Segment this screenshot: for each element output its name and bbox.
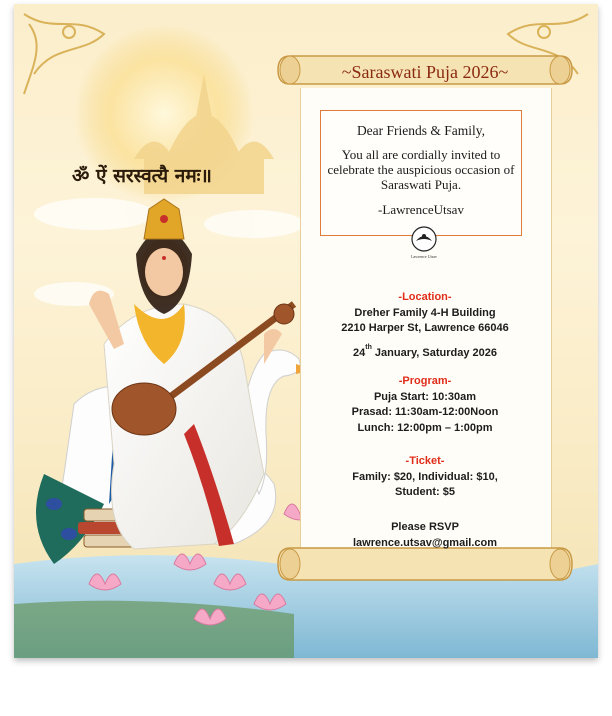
event-title: ~Saraswati Puja 2026~ <box>341 62 509 82</box>
program-line: Puja Start: 10:30am <box>373 390 477 403</box>
location-section <box>300 290 550 361</box>
rsvp-email[interactable]: lawrence.utsav@gmail.com <box>352 536 497 549</box>
program-heading: -Program- <box>398 375 452 387</box>
ticket-heading: -Ticket- <box>405 455 445 467</box>
ticket-prices-student: Student: $5 <box>395 486 455 498</box>
ticket-section <box>300 454 550 501</box>
mantra-text: ॐ ऐं सरस्वत्यै नमः॥ <box>72 165 212 187</box>
venue-address: 2210 Harper St, Lawrence 66046 <box>341 322 509 334</box>
program-line: Prasad: 11:30am-12:00Noon <box>351 406 499 418</box>
venue-name: Dreher Family 4-H Building <box>354 306 496 319</box>
rsvp-section <box>300 520 550 551</box>
invitation-message: You all are cordially invited to celebrate the auspicious occasion of Saraswati Puja. <box>327 147 515 192</box>
greeting: Dear Friends & Family, <box>356 123 486 138</box>
event-date: 24th January, Saturday 2026 <box>352 343 497 359</box>
ticket-prices: Family: $20, Individual: $10, <box>352 470 498 483</box>
program-line: Lunch: 12:00pm – 1:00pm <box>357 421 493 434</box>
logo-text: Lawrence Utsav <box>410 254 438 259</box>
lawrence-utsav-logo-icon <box>410 225 438 263</box>
signature: -LawrenceUtsav <box>378 202 464 217</box>
invitation-message-box <box>320 110 522 236</box>
location-heading: -Location- <box>398 291 452 303</box>
rsvp-label: Please RSVP <box>391 521 459 533</box>
program-section <box>300 374 550 436</box>
